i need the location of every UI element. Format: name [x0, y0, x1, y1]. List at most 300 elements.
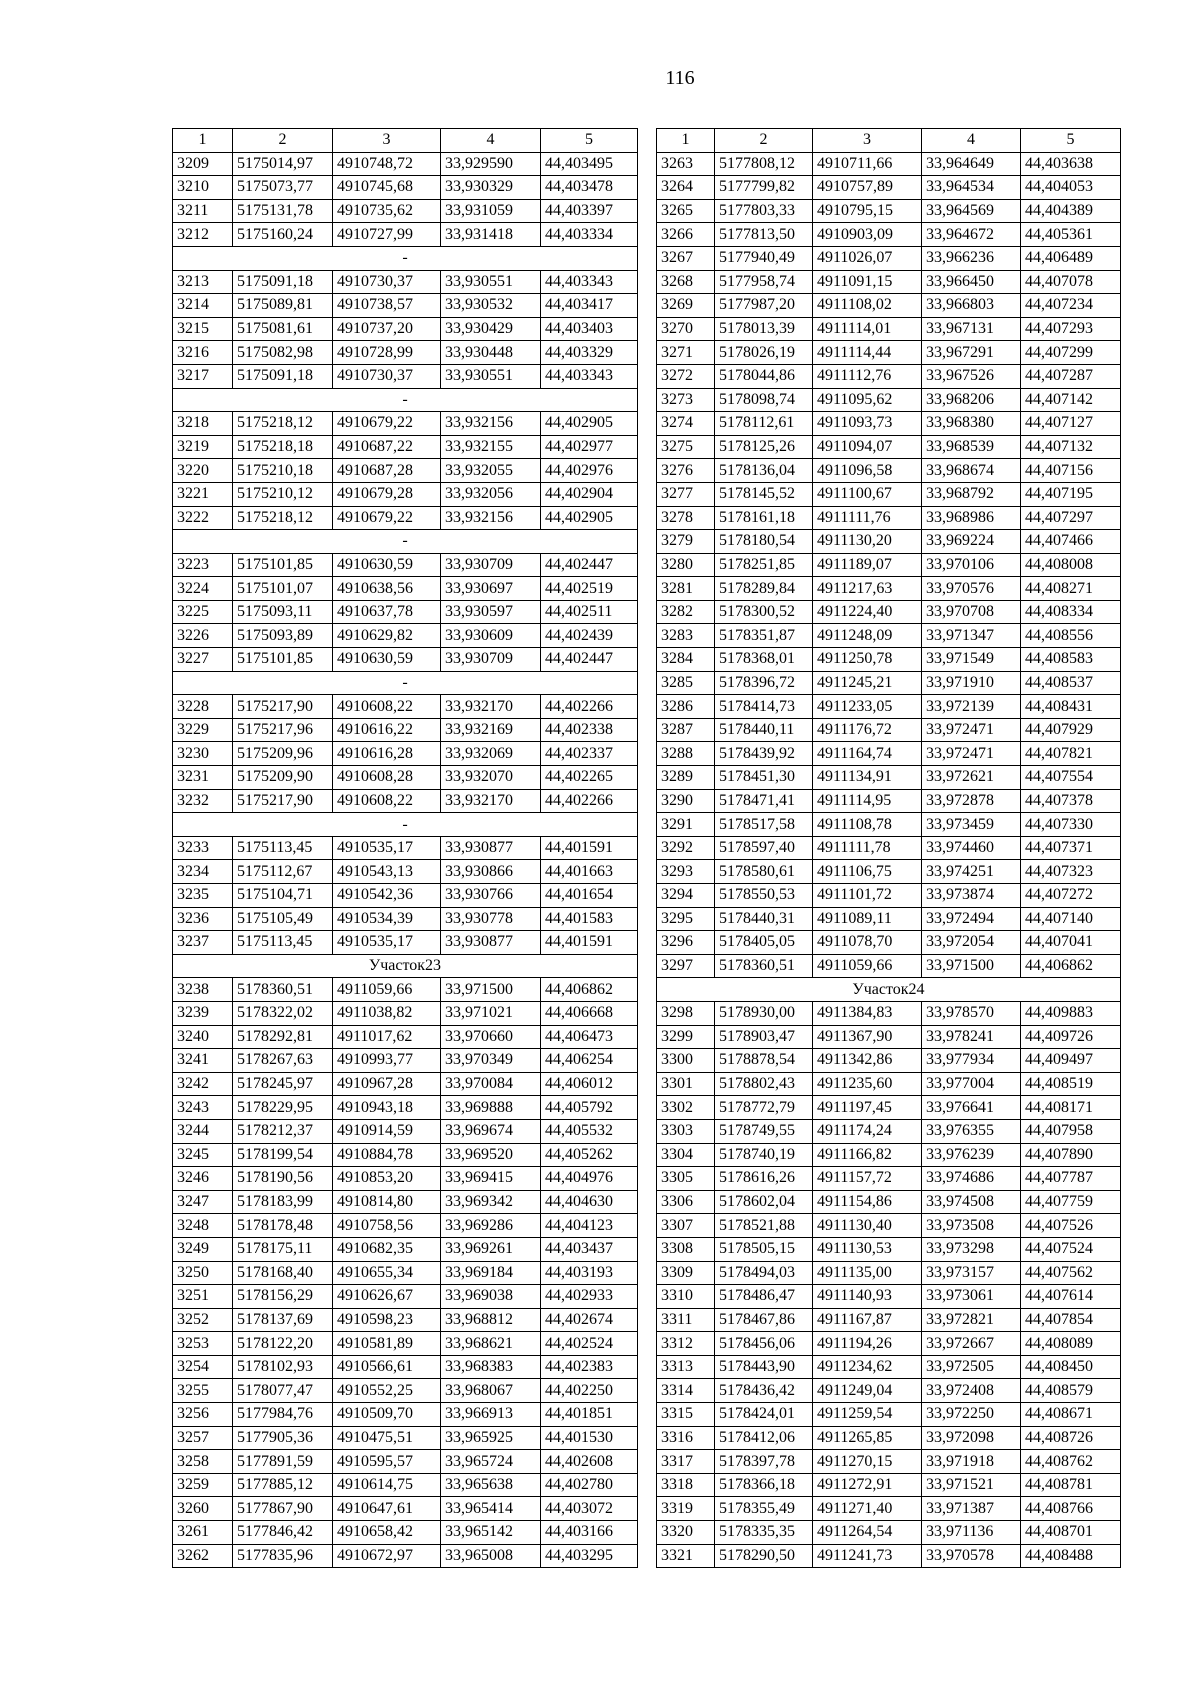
- cell-col-2: 5175218,18: [233, 435, 333, 459]
- cell-col-4: 33,965925: [441, 1426, 541, 1450]
- cell-col-2: 5175113,45: [233, 931, 333, 955]
- cell-col-1: 3289: [657, 766, 715, 790]
- cell-col-5: 44,403437: [541, 1237, 638, 1261]
- cell-col-5: 44,402250: [541, 1379, 638, 1403]
- cell-col-5: 44,403166: [541, 1521, 638, 1545]
- cell-col-3: 4910543,13: [333, 860, 441, 884]
- cell-col-3: 4910595,57: [333, 1450, 441, 1474]
- section-heading-row: [173, 954, 638, 978]
- cell-col-4: 33,967526: [922, 364, 1021, 388]
- cell-col-1: 3282: [657, 600, 715, 624]
- cell-col-4: 33,965638: [441, 1473, 541, 1497]
- cell-col-3: 4911114,95: [813, 789, 922, 813]
- cell-col-5: 44,408089: [1021, 1332, 1121, 1356]
- section-heading: Участок23: [173, 954, 638, 978]
- cell-col-4: 33,968674: [922, 459, 1021, 483]
- cell-col-1: 3240: [173, 1025, 233, 1049]
- cell-col-3: 4910566,61: [333, 1355, 441, 1379]
- table-row: [657, 742, 1121, 766]
- cell-col-4: 33,969038: [441, 1285, 541, 1309]
- table-row: [173, 1521, 638, 1545]
- cell-col-1: 3276: [657, 459, 715, 483]
- cell-col-3: 4911176,72: [813, 718, 922, 742]
- table-row: [657, 1355, 1121, 1379]
- cell-col-3: 4911111,76: [813, 506, 922, 530]
- table-row: [173, 600, 638, 624]
- cell-col-1: 3238: [173, 978, 233, 1002]
- table-row: [657, 388, 1121, 412]
- column-header: 5: [1021, 129, 1121, 153]
- cell-col-2: 5178802,43: [715, 1072, 813, 1096]
- table-row: [173, 860, 638, 884]
- cell-col-1: 3298: [657, 1001, 715, 1025]
- table-row: [173, 1190, 638, 1214]
- cell-col-5: 44,407524: [1021, 1237, 1121, 1261]
- table-row: [657, 766, 1121, 790]
- cell-col-1: 3233: [173, 836, 233, 860]
- cell-col-4: 33,930778: [441, 907, 541, 931]
- table-row: [657, 1332, 1121, 1356]
- table-row: [657, 294, 1121, 318]
- cell-col-3: 4910735,62: [333, 199, 441, 223]
- cell-col-2: 5178322,02: [233, 1001, 333, 1025]
- section-heading-row: [657, 978, 1121, 1002]
- cell-col-2: 5178289,84: [715, 577, 813, 601]
- cell-col-2: 5177885,12: [233, 1473, 333, 1497]
- cell-col-1: 3231: [173, 766, 233, 790]
- cell-col-3: 4911130,20: [813, 530, 922, 554]
- cell-col-1: 3246: [173, 1167, 233, 1191]
- cell-col-4: 33,964534: [922, 176, 1021, 200]
- cell-col-4: 33,930448: [441, 341, 541, 365]
- cell-col-1: 3234: [173, 860, 233, 884]
- cell-col-1: 3294: [657, 884, 715, 908]
- cell-col-1: 3309: [657, 1261, 715, 1285]
- cell-col-4: 33,972408: [922, 1379, 1021, 1403]
- cell-col-4: 33,968792: [922, 482, 1021, 506]
- cell-col-4: 33,930532: [441, 294, 541, 318]
- table-row: [173, 412, 638, 436]
- cell-col-2: 5178360,51: [715, 954, 813, 978]
- cell-col-1: 3284: [657, 648, 715, 672]
- cell-col-4: 33,978570: [922, 1001, 1021, 1025]
- cell-col-4: 33,972139: [922, 695, 1021, 719]
- table-row: [173, 907, 638, 931]
- table-row: [173, 1473, 638, 1497]
- cell-col-5: 44,408583: [1021, 648, 1121, 672]
- cell-col-5: 44,402933: [541, 1285, 638, 1309]
- cell-col-2: 5175091,18: [233, 270, 333, 294]
- cell-col-4: 33,969520: [441, 1143, 541, 1167]
- cell-col-3: 4911249,04: [813, 1379, 922, 1403]
- cell-col-4: 33,971136: [922, 1521, 1021, 1545]
- cell-col-4: 33,968206: [922, 388, 1021, 412]
- cell-col-2: 5178443,90: [715, 1355, 813, 1379]
- cell-col-2: 5178616,26: [715, 1167, 813, 1191]
- cell-col-2: 5178740,19: [715, 1143, 813, 1167]
- cell-col-1: 3285: [657, 671, 715, 695]
- cell-col-5: 44,408726: [1021, 1426, 1121, 1450]
- cell-col-1: 3230: [173, 742, 233, 766]
- cell-col-2: 5177891,59: [233, 1450, 333, 1474]
- cell-col-3: 4911248,09: [813, 624, 922, 648]
- cell-col-3: 4911234,62: [813, 1355, 922, 1379]
- cell-col-3: 4910679,28: [333, 482, 441, 506]
- cell-col-3: 4911157,72: [813, 1167, 922, 1191]
- cell-col-3: 4910758,56: [333, 1214, 441, 1238]
- cell-col-2: 5178580,61: [715, 860, 813, 884]
- cell-col-5: 44,401654: [541, 884, 638, 908]
- cell-col-3: 4910672,97: [333, 1544, 441, 1568]
- cell-col-5: 44,403334: [541, 223, 638, 247]
- cell-col-3: 4911093,73: [813, 412, 922, 436]
- cell-col-1: 3314: [657, 1379, 715, 1403]
- cell-col-3: 4910616,22: [333, 718, 441, 742]
- cell-col-4: 33,965008: [441, 1544, 541, 1568]
- table-row: [657, 1450, 1121, 1474]
- cell-col-3: 4911272,91: [813, 1473, 922, 1497]
- table-row: [657, 1049, 1121, 1073]
- cell-col-2: 5178102,93: [233, 1355, 333, 1379]
- cell-col-4: 33,930709: [441, 648, 541, 672]
- cell-col-2: 5178267,63: [233, 1049, 333, 1073]
- cell-col-3: 4910737,20: [333, 317, 441, 341]
- table-row: [173, 270, 638, 294]
- table-row: [173, 1001, 638, 1025]
- cell-col-1: 3263: [657, 152, 715, 176]
- cell-col-3: 4911026,07: [813, 246, 922, 270]
- cell-col-2: 5178456,06: [715, 1332, 813, 1356]
- cell-col-1: 3226: [173, 624, 233, 648]
- cell-col-1: 3220: [173, 459, 233, 483]
- cell-col-1: 3317: [657, 1450, 715, 1474]
- cell-col-3: 4911167,87: [813, 1308, 922, 1332]
- cell-col-4: 33,929590: [441, 152, 541, 176]
- cell-col-2: 5178180,54: [715, 530, 813, 554]
- cell-col-2: 5177984,76: [233, 1403, 333, 1427]
- table-row: [657, 789, 1121, 813]
- cell-col-5: 44,407759: [1021, 1190, 1121, 1214]
- cell-col-2: 5178772,79: [715, 1096, 813, 1120]
- cell-col-5: 44,407297: [1021, 506, 1121, 530]
- cell-col-1: 3320: [657, 1521, 715, 1545]
- cell-col-4: 33,930866: [441, 860, 541, 884]
- cell-col-5: 44,402524: [541, 1332, 638, 1356]
- cell-col-3: 4910608,28: [333, 766, 441, 790]
- cell-col-3: 4911264,54: [813, 1521, 922, 1545]
- cell-col-3: 4911189,07: [813, 553, 922, 577]
- cell-col-2: 5178098,74: [715, 388, 813, 412]
- cell-col-1: 3287: [657, 718, 715, 742]
- table-row: [657, 1167, 1121, 1191]
- cell-col-3: 4911135,00: [813, 1261, 922, 1285]
- cell-col-5: 44,402439: [541, 624, 638, 648]
- cell-col-5: 44,408431: [1021, 695, 1121, 719]
- cell-col-5: 44,405532: [541, 1119, 638, 1143]
- cell-col-2: 5178597,40: [715, 836, 813, 860]
- cell-col-4: 33,971521: [922, 1473, 1021, 1497]
- cell-col-3: 4910542,36: [333, 884, 441, 908]
- cell-col-1: 3278: [657, 506, 715, 530]
- cell-col-4: 33,971347: [922, 624, 1021, 648]
- cell-col-1: 3254: [173, 1355, 233, 1379]
- cell-col-1: 3297: [657, 954, 715, 978]
- column-header: 4: [441, 129, 541, 153]
- cell-col-3: 4911101,72: [813, 884, 922, 908]
- cell-col-4: 33,966450: [922, 270, 1021, 294]
- cell-col-3: 4910630,59: [333, 553, 441, 577]
- table-row: [173, 1072, 638, 1096]
- column-header: 4: [922, 129, 1021, 153]
- cell-col-4: 33,969224: [922, 530, 1021, 554]
- cell-col-1: 3277: [657, 482, 715, 506]
- cell-col-2: 5178440,31: [715, 907, 813, 931]
- cell-col-4: 33,970349: [441, 1049, 541, 1073]
- column-header: 3: [333, 129, 441, 153]
- table-row: [173, 931, 638, 955]
- cell-col-3: 4911166,82: [813, 1143, 922, 1167]
- cell-col-4: 33,973459: [922, 813, 1021, 837]
- cell-col-4: 33,930609: [441, 624, 541, 648]
- cell-col-1: 3308: [657, 1237, 715, 1261]
- cell-col-2: 5178245,97: [233, 1072, 333, 1096]
- cell-col-1: 3223: [173, 553, 233, 577]
- cell-col-5: 44,408008: [1021, 553, 1121, 577]
- table-row: [657, 860, 1121, 884]
- cell-col-4: 33,976239: [922, 1143, 1021, 1167]
- cell-col-4: 33,974460: [922, 836, 1021, 860]
- cell-col-5: 44,408579: [1021, 1379, 1121, 1403]
- cell-col-3: 4910679,22: [333, 412, 441, 436]
- cell-col-4: 33,968380: [922, 412, 1021, 436]
- table-row: [173, 459, 638, 483]
- cell-col-4: 33,973157: [922, 1261, 1021, 1285]
- cell-col-1: 3213: [173, 270, 233, 294]
- cell-col-4: 33,930877: [441, 931, 541, 955]
- cell-col-5: 44,402905: [541, 506, 638, 530]
- cell-col-5: 44,407371: [1021, 836, 1121, 860]
- cell-col-5: 44,403193: [541, 1261, 638, 1285]
- cell-col-1: 3256: [173, 1403, 233, 1427]
- column-header: 5: [541, 129, 638, 153]
- cell-col-5: 44,407234: [1021, 294, 1121, 318]
- cell-col-4: 33,932170: [441, 695, 541, 719]
- table-row: [173, 1143, 638, 1167]
- cell-col-1: 3232: [173, 789, 233, 813]
- cell-col-1: 3235: [173, 884, 233, 908]
- table-row: [173, 1403, 638, 1427]
- cell-col-4: 33,970708: [922, 600, 1021, 624]
- cell-col-1: 3264: [657, 176, 715, 200]
- cell-col-5: 44,403072: [541, 1497, 638, 1521]
- cell-col-4: 33,978241: [922, 1025, 1021, 1049]
- table-row: [657, 884, 1121, 908]
- cell-col-3: 4910730,37: [333, 270, 441, 294]
- table-row: [173, 1332, 638, 1356]
- cell-col-5: 44,402447: [541, 648, 638, 672]
- cell-col-5: 44,406012: [541, 1072, 638, 1096]
- cell-col-2: 5175091,18: [233, 364, 333, 388]
- cell-col-3: 4911017,62: [333, 1025, 441, 1049]
- cell-col-1: 3288: [657, 742, 715, 766]
- cell-col-2: 5178521,88: [715, 1214, 813, 1238]
- cell-col-4: 33,932056: [441, 482, 541, 506]
- cell-col-4: 33,972471: [922, 718, 1021, 742]
- cell-col-5: 44,405792: [541, 1096, 638, 1120]
- cell-col-5: 44,403397: [541, 199, 638, 223]
- cell-col-3: 4910884,78: [333, 1143, 441, 1167]
- cell-col-2: 5177835,96: [233, 1544, 333, 1568]
- cell-col-1: 3281: [657, 577, 715, 601]
- cell-col-2: 5175082,98: [233, 341, 333, 365]
- cell-col-5: 44,403343: [541, 364, 638, 388]
- section-heading: Участок24: [657, 978, 1121, 1002]
- cell-col-3: 4911108,02: [813, 294, 922, 318]
- cell-col-2: 5178290,50: [715, 1544, 813, 1568]
- cell-col-2: 5178505,15: [715, 1237, 813, 1261]
- cell-col-4: 33,966913: [441, 1403, 541, 1427]
- cell-col-5: 44,406862: [541, 978, 638, 1002]
- cell-col-2: 5178368,01: [715, 648, 813, 672]
- cell-col-1: 3300: [657, 1049, 715, 1073]
- cell-col-1: 3271: [657, 341, 715, 365]
- table-row: [173, 152, 638, 176]
- cell-col-1: 3228: [173, 695, 233, 719]
- table-row: [657, 1072, 1121, 1096]
- table-row: [657, 1237, 1121, 1261]
- cell-col-1: 3265: [657, 199, 715, 223]
- cell-col-5: 44,402383: [541, 1355, 638, 1379]
- cell-col-5: 44,403417: [541, 294, 638, 318]
- cell-col-1: 3272: [657, 364, 715, 388]
- cell-col-4: 33,965724: [441, 1450, 541, 1474]
- cell-col-5: 44,408171: [1021, 1096, 1121, 1120]
- header-row: [173, 129, 638, 153]
- cell-col-2: 5178903,47: [715, 1025, 813, 1049]
- cell-col-2: 5178436,42: [715, 1379, 813, 1403]
- cell-col-5: 44,407272: [1021, 884, 1121, 908]
- cell-col-2: 5175160,24: [233, 223, 333, 247]
- cell-col-2: 5178136,04: [715, 459, 813, 483]
- separator-row: [173, 813, 638, 837]
- cell-col-5: 44,403295: [541, 1544, 638, 1568]
- cell-col-1: 3247: [173, 1190, 233, 1214]
- cell-col-3: 4911245,21: [813, 671, 922, 695]
- cell-col-3: 4910730,37: [333, 364, 441, 388]
- cell-col-3: 4911271,40: [813, 1497, 922, 1521]
- cell-col-1: 3245: [173, 1143, 233, 1167]
- cell-col-4: 33,972821: [922, 1308, 1021, 1332]
- cell-col-3: 4910509,70: [333, 1403, 441, 1427]
- cell-col-2: 5178212,37: [233, 1119, 333, 1143]
- cell-col-4: 33,972494: [922, 907, 1021, 931]
- cell-col-5: 44,403343: [541, 270, 638, 294]
- table-row: [173, 1426, 638, 1450]
- cell-col-4: 33,964569: [922, 199, 1021, 223]
- cell-col-1: 3292: [657, 836, 715, 860]
- cell-col-4: 33,968539: [922, 435, 1021, 459]
- cell-col-1: 3283: [657, 624, 715, 648]
- separator-row: [173, 246, 638, 270]
- cell-col-2: 5175093,89: [233, 624, 333, 648]
- cell-col-5: 44,404630: [541, 1190, 638, 1214]
- cell-col-5: 44,407854: [1021, 1308, 1121, 1332]
- separator-dash: -: [173, 813, 638, 837]
- cell-col-5: 44,406254: [541, 1049, 638, 1073]
- cell-col-4: 33,969888: [441, 1096, 541, 1120]
- cell-col-2: 5178360,51: [233, 978, 333, 1002]
- table-row: [657, 836, 1121, 860]
- cell-col-5: 44,402266: [541, 789, 638, 813]
- cell-col-3: 4910728,99: [333, 341, 441, 365]
- table-row: [173, 482, 638, 506]
- table-row: [657, 341, 1121, 365]
- cell-col-3: 4911059,66: [813, 954, 922, 978]
- cell-col-1: 3260: [173, 1497, 233, 1521]
- cell-col-1: 3296: [657, 931, 715, 955]
- cell-col-2: 5178044,86: [715, 364, 813, 388]
- cell-col-4: 33,976641: [922, 1096, 1021, 1120]
- cell-col-4: 33,968067: [441, 1379, 541, 1403]
- cell-col-4: 33,966803: [922, 294, 1021, 318]
- cell-col-1: 3225: [173, 600, 233, 624]
- table-row: [657, 176, 1121, 200]
- cell-col-3: 4910616,28: [333, 742, 441, 766]
- cell-col-4: 33,930597: [441, 600, 541, 624]
- cell-col-1: 3250: [173, 1261, 233, 1285]
- cell-col-5: 44,403403: [541, 317, 638, 341]
- cell-col-2: 5175105,49: [233, 907, 333, 931]
- cell-col-4: 33,967291: [922, 341, 1021, 365]
- cell-col-4: 33,972054: [922, 931, 1021, 955]
- cell-col-3: 4911194,26: [813, 1332, 922, 1356]
- cell-col-2: 5178137,69: [233, 1308, 333, 1332]
- cell-col-4: 33,971910: [922, 671, 1021, 695]
- cell-col-2: 5178878,54: [715, 1049, 813, 1073]
- cell-col-5: 44,401591: [541, 931, 638, 955]
- cell-col-4: 33,972878: [922, 789, 1021, 813]
- cell-col-1: 3302: [657, 1096, 715, 1120]
- cell-col-4: 33,932069: [441, 742, 541, 766]
- cell-col-2: 5178351,87: [715, 624, 813, 648]
- cell-col-4: 33,970578: [922, 1544, 1021, 1568]
- cell-col-1: 3318: [657, 1473, 715, 1497]
- cell-col-1: 3217: [173, 364, 233, 388]
- table-row: [173, 223, 638, 247]
- cell-col-2: 5178199,54: [233, 1143, 333, 1167]
- table-row: [657, 1544, 1121, 1568]
- table-row: [657, 1403, 1121, 1427]
- cell-col-2: 5178396,72: [715, 671, 813, 695]
- cell-col-1: 3268: [657, 270, 715, 294]
- cell-col-4: 33,969674: [441, 1119, 541, 1143]
- table-row: [657, 246, 1121, 270]
- cell-col-2: 5177803,33: [715, 199, 813, 223]
- table-row: [657, 1190, 1121, 1214]
- cell-col-3: 4911114,44: [813, 341, 922, 365]
- cell-col-4: 33,964649: [922, 152, 1021, 176]
- cell-col-2: 5178300,52: [715, 600, 813, 624]
- cell-col-1: 3237: [173, 931, 233, 955]
- cell-col-2: 5178175,11: [233, 1237, 333, 1261]
- cell-col-2: 5175209,96: [233, 742, 333, 766]
- cell-col-2: 5175104,71: [233, 884, 333, 908]
- table-row: [173, 742, 638, 766]
- table-row: [657, 435, 1121, 459]
- cell-col-5: 44,408762: [1021, 1450, 1121, 1474]
- cell-col-5: 44,407195: [1021, 482, 1121, 506]
- cell-col-2: 5178178,48: [233, 1214, 333, 1238]
